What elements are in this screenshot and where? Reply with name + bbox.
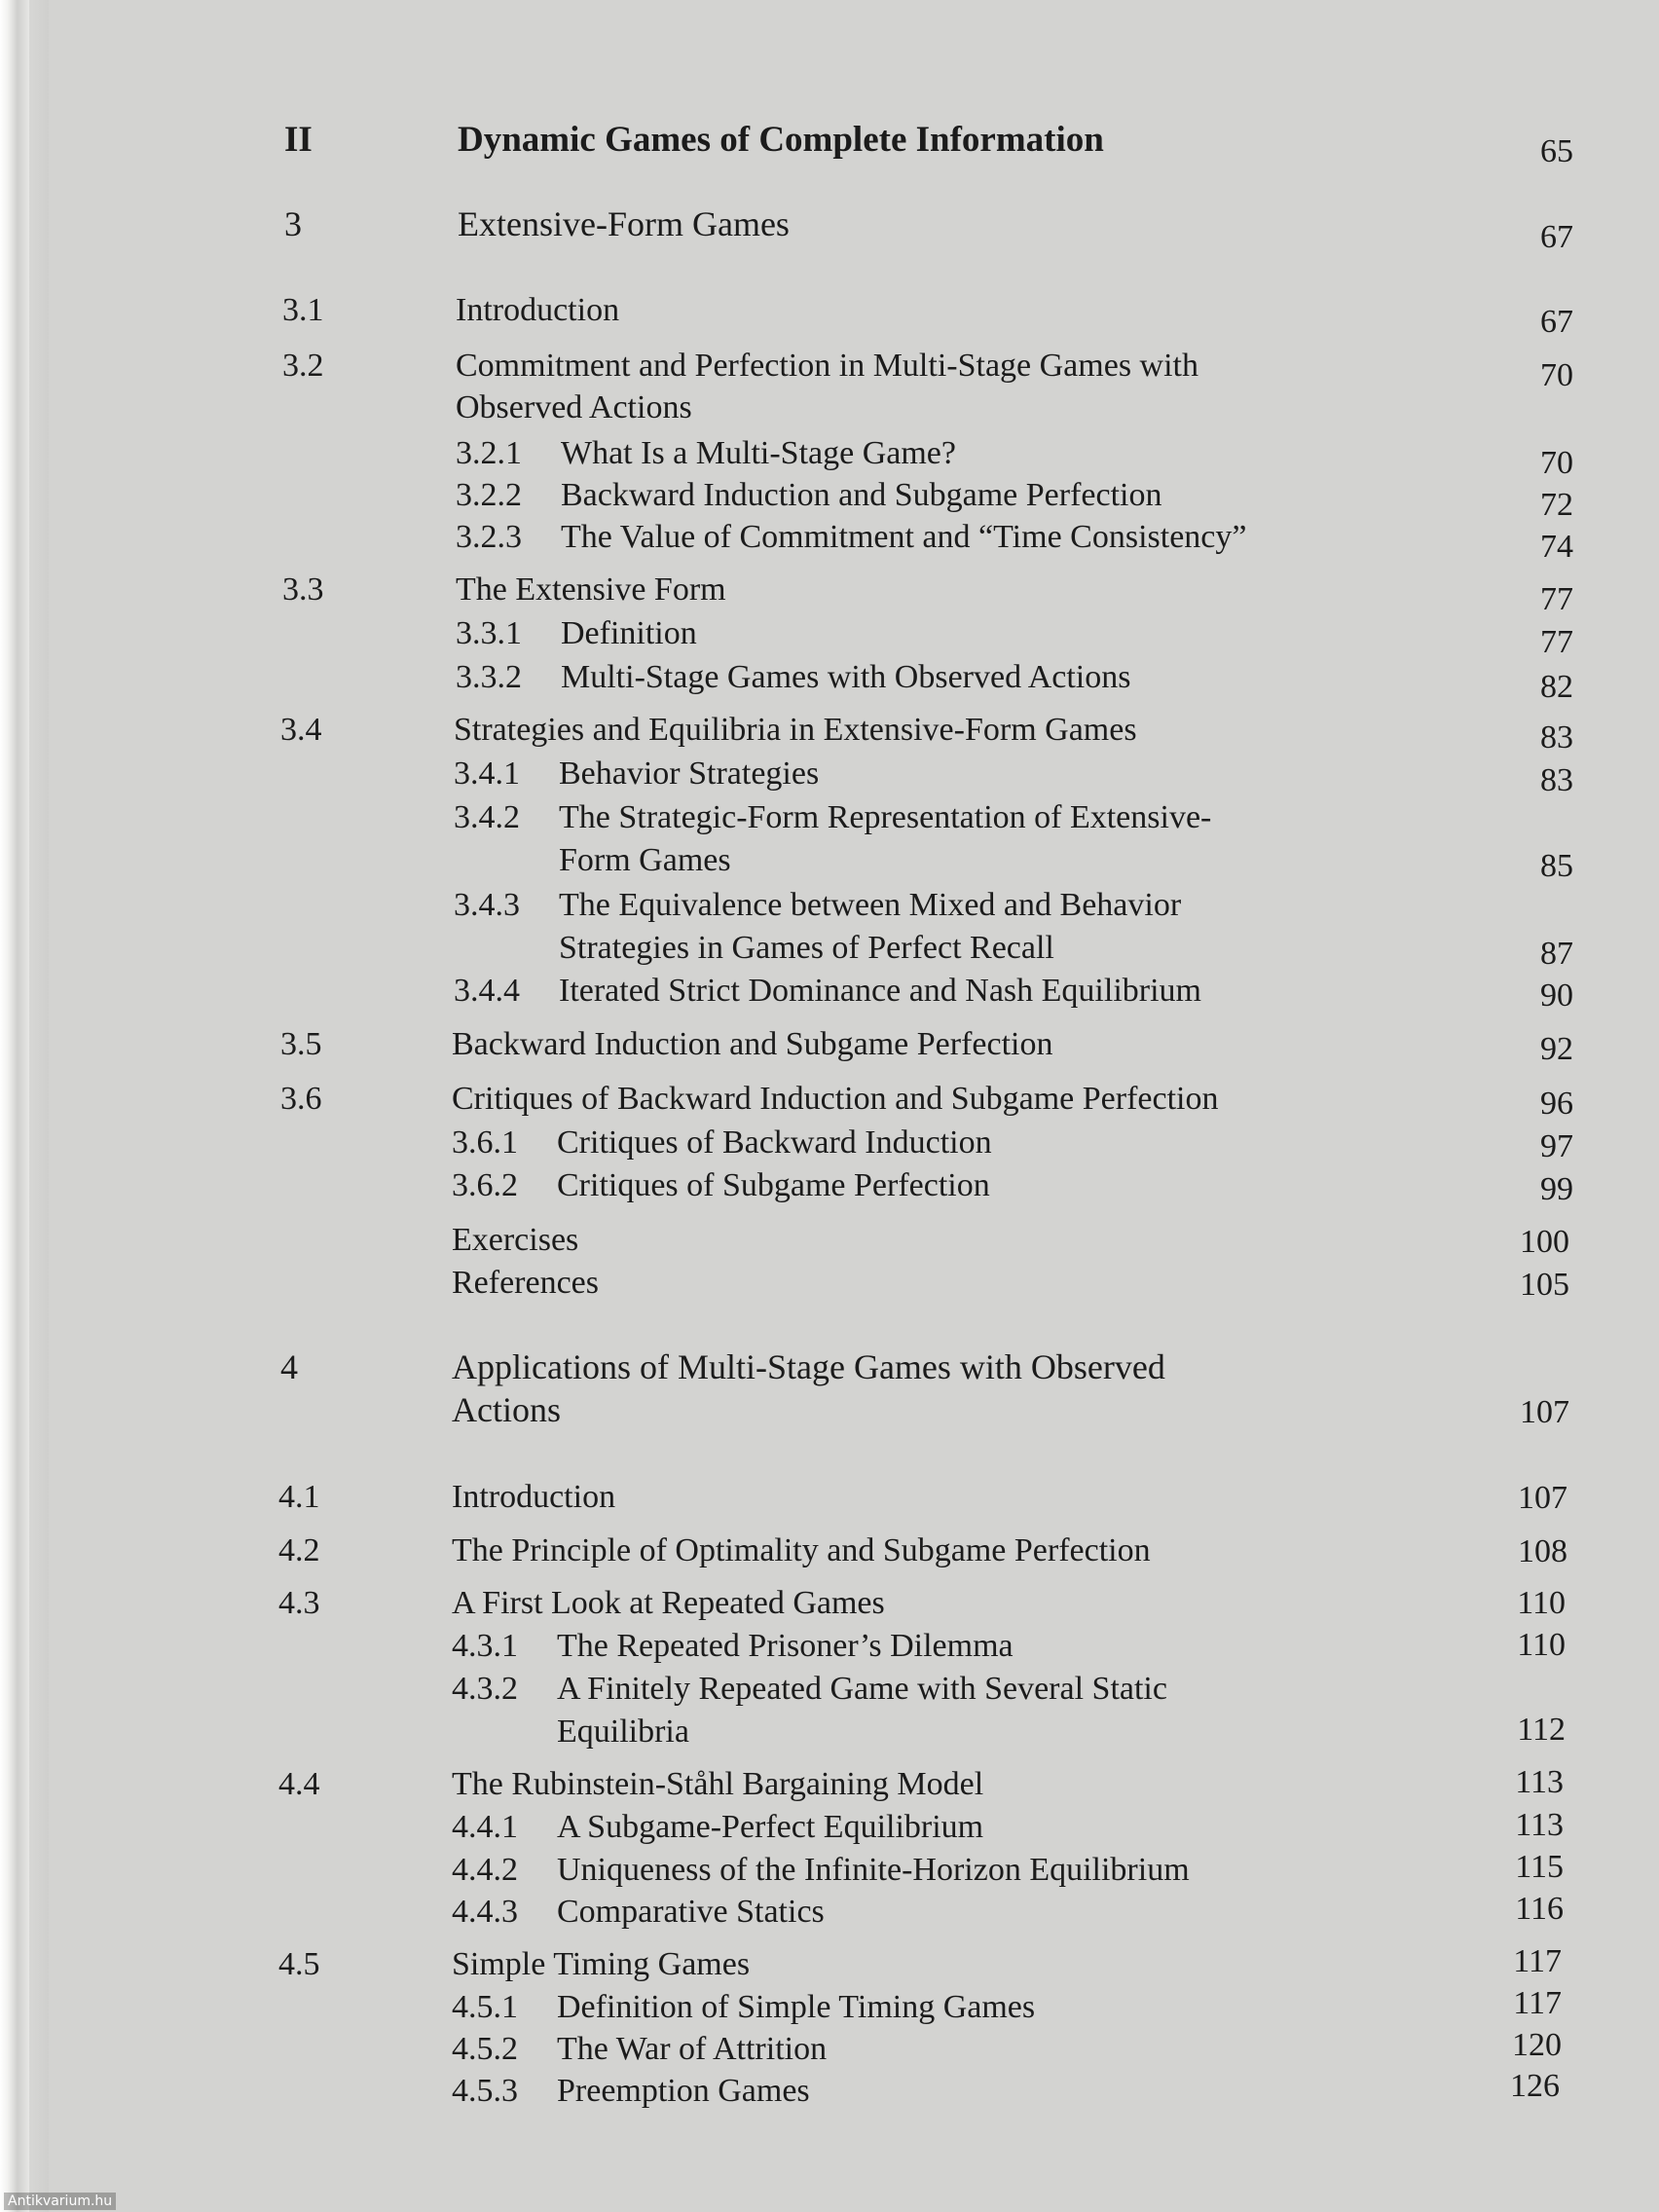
subsection-title-cont: Form Games — [559, 842, 731, 878]
subsection-page: 117 — [1513, 1985, 1562, 2021]
section-page: 67 — [1540, 304, 1573, 340]
subsection-title: The Equivalence between Mixed and Behavior — [559, 887, 1182, 923]
subsection-page: 74 — [1540, 529, 1573, 565]
references-page: 105 — [1520, 1267, 1569, 1303]
part-title: Dynamic Games of Complete Information — [458, 120, 1104, 160]
section-title: The Rubinstein-Ståhl Bargaining Model — [452, 1766, 984, 1802]
subsection-number: 4.4.3 — [452, 1894, 518, 1930]
exercises-page: 100 — [1520, 1224, 1569, 1260]
subsection-title: Backward Induction and Subgame Perfection — [561, 477, 1162, 513]
subsection-page: 83 — [1540, 762, 1573, 798]
part-number: II — [284, 120, 313, 160]
subsection-page: 90 — [1540, 977, 1573, 1014]
section-title: The Extensive Form — [456, 571, 726, 608]
section-page: 70 — [1540, 357, 1573, 393]
subsection-number: 4.4.1 — [452, 1809, 518, 1845]
subsection-number: 4.4.2 — [452, 1852, 518, 1888]
subsection-number: 3.6.2 — [452, 1167, 518, 1203]
section-title: Introduction — [456, 292, 620, 328]
subsection-number: 3.2.3 — [456, 519, 522, 555]
section-title: Critiques of Backward Induction and Subgame Perfection — [452, 1081, 1219, 1117]
subsection-title: The Value of Commitment and “Time Consistency” — [561, 519, 1247, 555]
section-number: 3.4 — [280, 712, 322, 748]
subsection-number: 3.4.2 — [454, 799, 520, 835]
section-number: 3.3 — [282, 571, 324, 608]
subsection-title: Comparative Statics — [557, 1894, 825, 1930]
exercises-title: Exercises — [452, 1222, 579, 1258]
references-title: References — [452, 1265, 600, 1301]
section-number: 3.5 — [280, 1026, 322, 1062]
section-number: 4.3 — [278, 1585, 320, 1621]
subsection-number: 3.2.1 — [456, 435, 522, 471]
subsection-number: 3.4.3 — [454, 887, 520, 923]
chapter-3-title: Extensive-Form Games — [458, 204, 790, 243]
section-number: 4.4 — [278, 1766, 320, 1802]
section-title: Strategies and Equilibria in Extensive-Form Games — [454, 712, 1137, 748]
subsection-title: The Strategic-Form Representation of Extensive- — [559, 799, 1212, 835]
subsection-title: The War of Attrition — [557, 2031, 828, 2067]
subsection-title: Uniqueness of the Infinite-Horizon Equilibrium — [557, 1852, 1190, 1888]
subsection-title: Behavior Strategies — [559, 756, 820, 792]
book-gutter — [29, 0, 49, 2212]
book-spine-edge — [0, 0, 29, 2212]
subsection-page: 120 — [1512, 2027, 1562, 2063]
subsection-page: 116 — [1515, 1891, 1564, 1927]
subsection-page: 115 — [1515, 1849, 1564, 1885]
section-page: 92 — [1540, 1031, 1573, 1067]
subsection-title: The Repeated Prisoner’s Dilemma — [557, 1628, 1014, 1664]
chapter-4-number: 4 — [280, 1347, 298, 1386]
subsection-number: 4.3.1 — [452, 1628, 518, 1664]
subsection-title-cont: Strategies in Games of Perfect Recall — [559, 930, 1054, 966]
subsection-title: What Is a Multi-Stage Game? — [561, 435, 956, 471]
subsection-number: 4.5.1 — [452, 1989, 518, 2025]
chapter-3-number: 3 — [284, 204, 302, 243]
subsection-page: 99 — [1540, 1171, 1573, 1207]
subsection-number: 3.3.1 — [456, 615, 522, 651]
part-page: 65 — [1540, 133, 1573, 169]
section-title: Backward Induction and Subgame Perfection — [452, 1026, 1053, 1062]
subsection-title: Definition — [561, 615, 697, 651]
subsection-number: 3.3.2 — [456, 659, 522, 695]
subsection-page: 85 — [1540, 848, 1573, 884]
subsection-title: Multi-Stage Games with Observed Actions — [561, 659, 1131, 695]
subsection-page: 82 — [1540, 669, 1573, 705]
subsection-number: 3.4.4 — [454, 973, 520, 1009]
subsection-number: 4.5.3 — [452, 2073, 518, 2109]
section-title: Introduction — [452, 1479, 616, 1515]
chapter-4-title: Applications of Multi-Stage Games with Observed — [452, 1347, 1165, 1386]
subsection-page: 72 — [1540, 487, 1573, 523]
watermark: Antikvarium.hu — [4, 2193, 116, 2210]
subsection-page: 112 — [1517, 1712, 1566, 1748]
subsection-page: 87 — [1540, 936, 1573, 972]
subsection-number: 4.3.2 — [452, 1671, 518, 1707]
section-page: 110 — [1517, 1585, 1566, 1621]
section-number: 3.1 — [282, 292, 324, 328]
subsection-number: 3.6.1 — [452, 1124, 518, 1161]
subsection-page: 110 — [1517, 1627, 1566, 1663]
section-page: 96 — [1540, 1086, 1573, 1122]
subsection-title: Critiques of Subgame Perfection — [557, 1167, 990, 1203]
section-number: 4.5 — [278, 1946, 320, 1982]
chapter-3-page: 67 — [1540, 219, 1573, 255]
subsection-title: A Finitely Repeated Game with Several Static — [557, 1671, 1167, 1707]
subsection-title-cont: Equilibria — [557, 1714, 689, 1750]
subsection-title: Critiques of Backward Induction — [557, 1124, 992, 1161]
section-page: 113 — [1515, 1764, 1564, 1800]
section-number: 4.1 — [278, 1479, 320, 1515]
section-number: 3.2 — [282, 348, 324, 384]
subsection-title: Preemption Games — [557, 2073, 810, 2109]
section-number: 4.2 — [278, 1532, 320, 1568]
subsection-page: 70 — [1540, 445, 1573, 481]
subsection-title: Iterated Strict Dominance and Nash Equilibrium — [559, 973, 1201, 1009]
section-title: Commitment and Perfection in Multi-Stage Games with — [456, 348, 1198, 384]
section-number: 3.6 — [280, 1081, 322, 1117]
subsection-page: 113 — [1515, 1807, 1564, 1843]
chapter-4-page: 107 — [1520, 1394, 1569, 1430]
subsection-title: Definition of Simple Timing Games — [557, 1989, 1036, 2025]
subsection-number: 3.2.2 — [456, 477, 522, 513]
section-title: A First Look at Repeated Games — [452, 1585, 885, 1621]
section-page: 107 — [1518, 1480, 1567, 1516]
subsection-page: 77 — [1540, 624, 1573, 660]
section-page: 117 — [1513, 1943, 1562, 1979]
section-title: Simple Timing Games — [452, 1946, 751, 1982]
subsection-title: A Subgame-Perfect Equilibrium — [557, 1809, 984, 1845]
subsection-number: 4.5.2 — [452, 2031, 518, 2067]
chapter-4-title-cont: Actions — [452, 1390, 561, 1429]
subsection-page: 126 — [1510, 2068, 1560, 2104]
section-page: 83 — [1540, 719, 1573, 756]
section-title-cont: Observed Actions — [456, 389, 692, 425]
subsection-page: 97 — [1540, 1128, 1573, 1164]
section-title: The Principle of Optimality and Subgame Perfection — [452, 1532, 1151, 1568]
section-page: 108 — [1518, 1533, 1567, 1569]
subsection-number: 3.4.1 — [454, 756, 520, 792]
section-page: 77 — [1540, 581, 1573, 617]
